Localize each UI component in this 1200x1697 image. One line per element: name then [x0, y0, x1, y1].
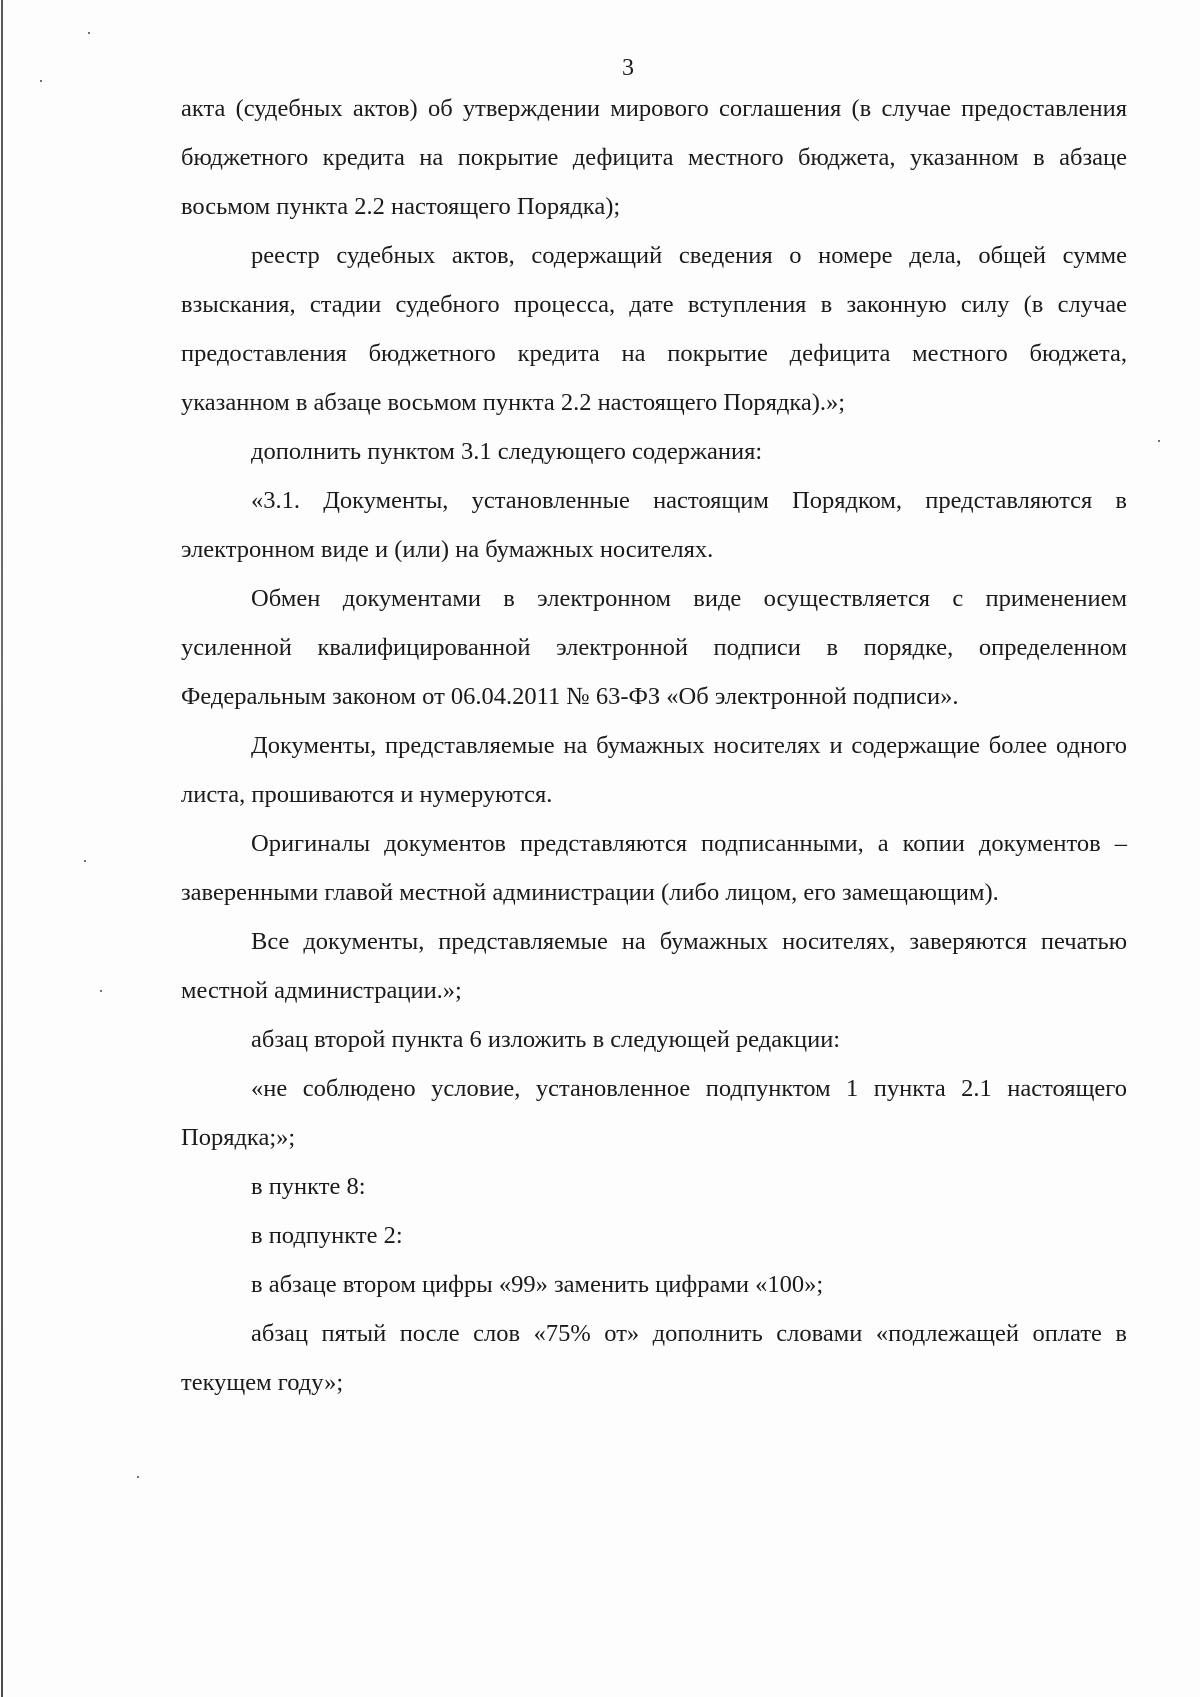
document-body	[181, 84, 1127, 1407]
scan-speck	[84, 860, 86, 862]
scan-speck	[1158, 440, 1160, 442]
page-number: 3	[622, 55, 634, 81]
scan-left-edge	[1, 0, 3, 1697]
paragraph: в подпункте 2:	[251, 1222, 403, 1249]
scan-speck	[88, 32, 90, 34]
paragraph: «3.1. Документы, установленные настоящим Порядком, представляются в электронном виде и (или) на бумажных носителях.	[181, 487, 1127, 563]
paragraph: Обмен документами в электронном виде осуществляется с применением усиленной квалифицированной электронной подписи в порядке, определенном Федеральным законом от 06.04.2011 № 63-ФЗ «Об электронной подписи».	[181, 585, 1127, 710]
scan-speck	[137, 1476, 139, 1478]
paragraph: Документы, представляемые на бумажных носителях и содержащие более одного листа, прошиваются и нумеруются.	[181, 732, 1127, 808]
paragraph: «не соблюдено условие, установленное подпунктом 1 пункта 2.1 настоящего Порядка;»;	[181, 1075, 1127, 1151]
paragraph: в абзаце втором цифры «99» заменить цифрами «100»;	[251, 1271, 824, 1298]
paragraph: Оригиналы документов представляются подписанными, а копии документов – заверенными главой местной администрации (либо лицом, его замещающим).	[181, 830, 1127, 906]
paragraph: Все документы, представляемые на бумажных носителях, заверяются печатью местной администрации.»;	[181, 928, 1127, 1004]
scan-speck	[100, 990, 102, 992]
paragraph: в пункте 8:	[251, 1173, 366, 1200]
paragraph: дополнить пунктом 3.1 следующего содержания:	[251, 438, 763, 465]
paragraph: абзац второй пункта 6 изложить в следующей редакции:	[251, 1026, 841, 1053]
paragraph: абзац пятый после слов «75% от» дополнить словами «подлежащей оплате в текущем году»;	[181, 1320, 1127, 1396]
paragraph: акта (судебных актов) об утверждении мирового соглашения (в случае предоставления бюджетного кредита на покрытие дефицита местного бюджета, указанном в абзаце восьмом пункта 2.2 настоящего Порядка);	[181, 95, 1127, 220]
paragraph: реестр судебных актов, содержащий сведения о номере дела, общей сумме взыскания, стадии судебного процесса, дате вступления в законную силу (в случае предоставления бюджетного кредита на покрытие дефицита местного бюджета, указанном в абзаце восьмом пункта 2.2 настоящего Порядка).»;	[181, 242, 1127, 416]
